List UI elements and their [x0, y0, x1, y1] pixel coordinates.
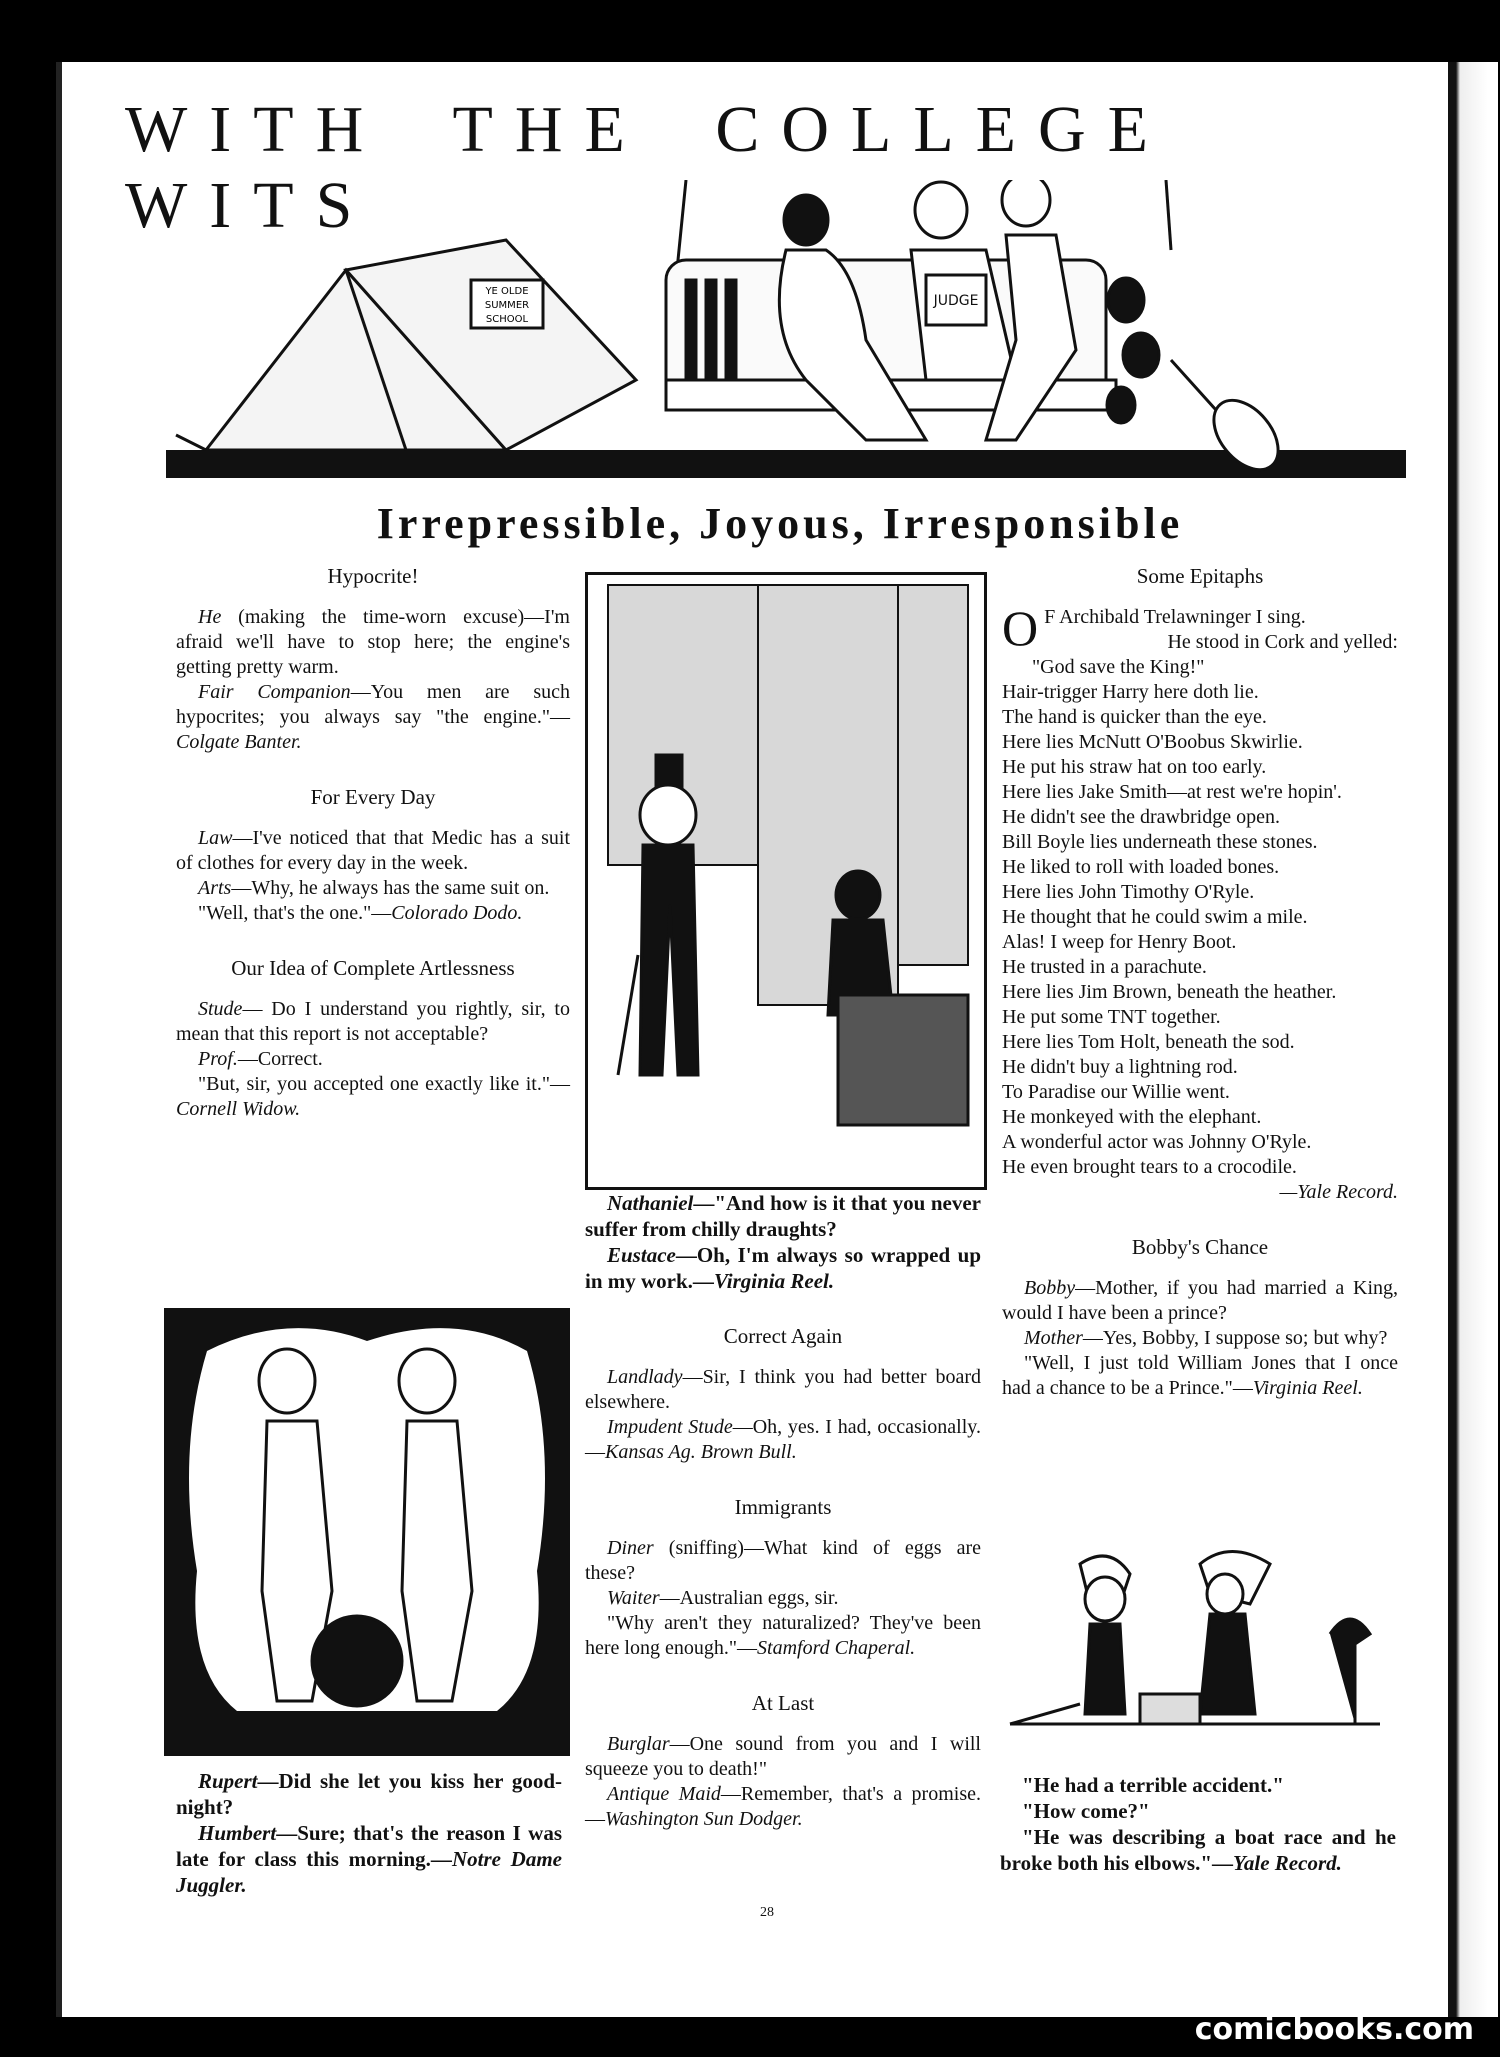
poem-line: Here lies Tom Holt, beneath the sod.: [1002, 1031, 1295, 1053]
speaker: Nathaniel: [607, 1191, 694, 1215]
joke-title: Immigrants: [734, 1495, 832, 1519]
poem-line: He put some TNT together.: [1002, 1006, 1221, 1028]
summer-school-sign: [471, 280, 543, 328]
speaker: Antique Maid: [607, 1783, 721, 1805]
joke-title: Bobby's Chance: [1131, 1235, 1269, 1259]
joke-source: Notre Dame Juggler.: [176, 1847, 562, 1897]
line-text: —Oh, yes. I had, occasionally.—: [585, 1416, 981, 1463]
students-illustration: [164, 1308, 570, 1756]
joke-source: Colgate Banter.: [176, 731, 302, 753]
trunk-scene-illustration: [585, 572, 987, 1190]
poem-line: Hair-trigger Harry here doth lie.: [1002, 681, 1259, 703]
banner-illustration: [166, 180, 1406, 480]
poem-line: He liked to roll with loaded bones.: [1002, 856, 1280, 878]
speaker: Bobby: [1024, 1277, 1076, 1299]
poem-epitaphs: [1002, 564, 1398, 1205]
poem-line: Alas! I weep for Henry Boot.: [1002, 931, 1237, 953]
joke-title: For Every Day: [310, 785, 436, 809]
line-text: —Correct.: [237, 1048, 323, 1070]
line-text: —You men are such hypocrites; you always say "the engine."—: [176, 681, 570, 728]
banner-ground: [166, 450, 1406, 478]
trunk-shape: [838, 995, 968, 1125]
line-text: —Sure; that's the reason I was late for class this morning.—: [176, 1821, 562, 1871]
joke-title: Some Epitaphs: [1136, 564, 1264, 588]
joke-title: Hypocrite!: [327, 564, 419, 588]
joke-source: Washington Sun Dodger.: [605, 1808, 803, 1830]
line-text: — Do I understand you rightly, sir, to mean that this report is not acceptable?: [176, 998, 570, 1045]
line-text: "Why aren't they naturalized? They've been here long enough."—: [585, 1612, 981, 1659]
joke-source: Stamford Chaperal.: [757, 1637, 916, 1659]
speaker: Rupert: [198, 1769, 258, 1793]
masthead: WITH THE COLLEGE WITS: [125, 93, 1170, 242]
column-right: [1002, 564, 1398, 1431]
speaker: Arts: [198, 877, 232, 899]
poem-line: Here lies John Timothy O'Ryle.: [1002, 881, 1255, 903]
column-left: [176, 564, 570, 1152]
joke-every-day: [176, 785, 570, 926]
poem-line: He put his straw hat on too early.: [1002, 756, 1267, 778]
poem-line: "God save the King!": [1032, 656, 1205, 678]
line-text: "How come?": [1022, 1799, 1150, 1823]
joke-source: Cornell Widow.: [176, 1098, 301, 1120]
poem-line: Here lies Jake Smith—at rest we're hopin'.: [1002, 781, 1342, 803]
sign-line-2: SUMMER: [484, 300, 530, 311]
line-text: (making the time-worn excuse)—I'm afraid we'll have to stop here; the engine's getting pretty warm.: [176, 606, 570, 678]
poem-line: F Archibald Trelawninger I sing.: [1044, 606, 1306, 628]
poem-line: To Paradise our Willie went.: [1002, 1081, 1230, 1103]
line-text: —Remember, that's a promise.—: [585, 1783, 981, 1830]
speaker: Mother: [1024, 1327, 1083, 1349]
joke-title: Our Idea of Complete Artlessness: [231, 956, 515, 980]
joke-source: Virginia Reel.: [713, 1269, 835, 1293]
line-text: "He was describing a boat race and he broke both his elbows."—: [1000, 1825, 1396, 1875]
poem-line: A wonderful actor was Johnny O'Ryle.: [1002, 1131, 1312, 1153]
line-text: —Did she let you kiss her good-night?: [176, 1769, 562, 1819]
girls-illustration: [1000, 1544, 1394, 1770]
line-text: "He had a terrible accident.": [1022, 1773, 1284, 1797]
line-text: "Well, that's the one."—: [198, 902, 392, 924]
joke-title: At Last: [751, 1691, 815, 1715]
speaker: Eustace: [607, 1243, 676, 1267]
line-text: "Well, I just told William Jones that I once had a chance to be a Prince."—: [1002, 1352, 1398, 1399]
line-text: —Yes, Bobby, I suppose so; but why?: [1082, 1327, 1388, 1349]
poem-line: The hand is quicker than the eye.: [1002, 706, 1267, 728]
poem-line: He monkeyed with the elephant.: [1002, 1106, 1262, 1128]
line-text: —"And how is it that you never suffer from chilly draughts?: [585, 1191, 981, 1241]
speaker: Prof.: [198, 1048, 238, 1070]
sign-line-3: SCHOOL: [485, 314, 529, 325]
page-subtitle: Irrepressible, Joyous, Irresponsible: [376, 499, 1184, 548]
line-text: —Australian eggs, sir.: [659, 1587, 839, 1609]
line-text: —Why, he always has the same suit on.: [231, 877, 550, 899]
speaker: Diner: [607, 1537, 654, 1559]
line-text: —Mother, if you had married a King, would I have been a prince?: [1002, 1277, 1398, 1324]
joke-correct-again: [585, 1324, 981, 1465]
joke-source: Virginia Reel.: [1252, 1377, 1363, 1399]
poem-line: He stood in Cork and yelled:: [1167, 631, 1398, 653]
poem-line: Here lies McNutt O'Boobus Skwirlie.: [1002, 731, 1303, 753]
speaker: Impudent Stude: [607, 1416, 733, 1438]
joke-hypocrite: [176, 564, 570, 755]
poem-line: He trusted in a parachute.: [1002, 956, 1207, 978]
line-text: "But, sir, you accepted one exactly like it."—: [198, 1073, 570, 1095]
joke-bobbys-chance: [1002, 1235, 1398, 1401]
watermark: comicbooks.com: [1194, 2012, 1474, 2047]
speaker: Waiter: [607, 1587, 660, 1609]
speaker: Fair Companion: [198, 681, 351, 703]
poem-line: He didn't buy a lightning rod.: [1002, 1056, 1238, 1078]
tent-drawing: [176, 240, 636, 450]
line-text: (sniffing)—What kind of eggs are these?: [585, 1537, 981, 1584]
joke-rupert: [176, 1768, 562, 1898]
speaker: Law: [198, 827, 233, 849]
speaker: Landlady: [607, 1366, 683, 1388]
line-text: —Sir, I think you had better board elsewhere.: [585, 1366, 981, 1413]
poem-line: He even brought tears to a crocodile.: [1002, 1156, 1297, 1178]
joke-immigrants: [585, 1495, 981, 1661]
sign-line-1: YE OLDE: [485, 286, 529, 297]
line-text: —I've noticed that that Medic has a suit of clothes for every day in the week.: [176, 827, 570, 874]
line-text: —Oh, I'm always so wrapped up in my work.—: [585, 1243, 981, 1293]
poem-line: Here lies Jim Brown, beneath the heather.: [1002, 981, 1337, 1003]
joke-source: Colorado Dodo.: [391, 902, 523, 924]
speaker: Humbert: [198, 1821, 277, 1845]
joke-nathaniel: [585, 1190, 981, 1294]
poem-line: He thought that he could swim a mile.: [1002, 906, 1308, 928]
joke-title: Correct Again: [723, 1324, 843, 1348]
column-middle: [585, 1190, 981, 1862]
joke-source: —Yale Record.: [1279, 1181, 1398, 1203]
joke-artlessness: [176, 956, 570, 1122]
speaker: Burglar: [607, 1733, 670, 1755]
joke-source: Kansas Ag. Brown Bull.: [605, 1441, 797, 1463]
banner-magazine-title: JUDGE: [933, 293, 979, 309]
page-number: 28: [760, 1905, 774, 1920]
poem-line: He didn't see the drawbridge open.: [1002, 806, 1280, 828]
line-text: —One sound from you and I will squeeze you to death!": [585, 1733, 981, 1780]
joke-source: Yale Record.: [1233, 1851, 1342, 1875]
poem-line: Bill Boyle lies underneath these stones.: [1002, 831, 1318, 853]
joke-at-last: [585, 1691, 981, 1832]
page-spine: [1448, 62, 1498, 2017]
speaker: Stude: [198, 998, 243, 1020]
speaker: He: [198, 606, 222, 628]
drop-cap: O: [1002, 600, 1039, 656]
joke-accident: [1000, 1772, 1396, 1876]
